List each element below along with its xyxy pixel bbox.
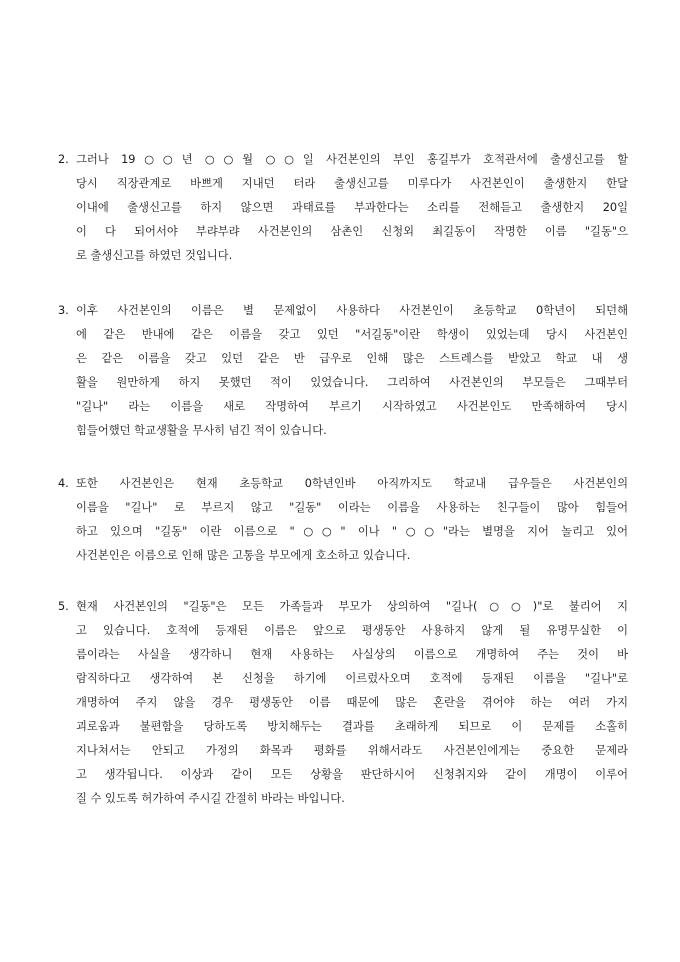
paragraph-line: 활을 원만하게 하지 못했던 적이 있었습니다. 그리하여 사건본인의 부모들은 그때부터 — [76, 376, 628, 389]
paragraph-number: 3. — [58, 304, 69, 317]
paragraph-line: 지나쳐서는 안되고 가정의 화목과 평화를 위해서라도 사건본인에게는 중요한 문제라 — [76, 744, 628, 757]
paragraph-line: 사건본인은 이름으로 인해 많은 고통을 부모에게 호소하고 있습니다. — [76, 549, 411, 562]
paragraph-line: 은 같은 이름을 갖고 있던 같은 반 급우로 인해 많은 스트레스를 받았고 학교 내 생 — [76, 352, 628, 365]
paragraph-line: 고 생각됩니다. 이상과 같이 모든 상황을 판단하시어 신청취지와 같이 개명이 이루어 — [76, 768, 628, 781]
paragraph-line: 하고 있으며 "길동" 이란 이름으로 "○○" 이나 "○○"라는 별명을 지어 놀리고 있어 — [76, 525, 628, 538]
paragraph-5 — [58, 595, 628, 811]
paragraph-line: 름이라는 사실을 생각하니 현재 사용하는 사실상의 이름으로 개명하여 주는 것이 바 — [76, 648, 628, 661]
paragraph-line: 3. 이후 사건본인의 이름은 별 문제없이 사용하다 사건본인이 초등학교 0학년이 되던해 — [58, 299, 628, 323]
paragraph-line: 람직하다고 생각하여 본 신청을 하기에 이르렀사오며 호적에 등재된 이름을 "길나"로 — [76, 672, 628, 685]
paragraph-line: 2. 그러나 19○○년 ○○월 ○○일 사건본인의 부인 홍길부가 호적관서에 출생신고를 할 — [58, 148, 628, 172]
paragraph-number: 4. — [58, 477, 69, 490]
paragraph-line: 로 출생신고를 하였던 것입니다. — [76, 249, 233, 262]
paragraph-line: 개명하여 주지 않을 경우 평생동안 이름 때문에 많은 혼란을 겪어야 하는 여러 가지 — [76, 696, 628, 709]
paragraph-line: 질 수 있도록 허가하여 주시길 간절히 바라는 바입니다. — [76, 792, 345, 805]
paragraph-3 — [58, 299, 628, 443]
paragraph-2 — [58, 148, 628, 268]
paragraph-line: "길나" 라는 이름을 새로 작명하여 부르기 시작하였고 사건본인도 만족해하여 당시 — [76, 400, 628, 413]
paragraph-line: 이내에 출생신고를 하지 않으면 과태료를 부과한다는 소리를 전해듣고 출생한지 20일 — [76, 201, 628, 214]
paragraph-line: 4. 또한 사건본인은 현재 초등학교 0학년인바 아직까지도 학교내 급우들은 사건본인의 — [58, 472, 628, 496]
paragraph-line: 고 있습니다. 호적에 등재된 이름은 앞으로 평생동안 사용하지 않게 될 유명무실한 이 — [76, 624, 628, 637]
paragraph-line: 괴로움과 불편함을 당하도록 방치해두는 결과를 초래하게 되므로 이 문제를 소홀히 — [76, 720, 628, 733]
paragraph-number: 5. — [58, 600, 69, 613]
paragraph-line: 힘들어했던 학교생활을 무사히 넘긴 적이 있습니다. — [76, 424, 327, 437]
paragraph-4 — [58, 472, 628, 568]
paragraph-line: 5. 현재 사건본인의 "길동"은 모든 가족들과 부모가 상의하여 "길나(○○)"로 불리어 지 — [58, 595, 628, 619]
paragraph-line: 이름을 "길나" 로 부르지 않고 "길동" 이라는 이름을 사용하는 친구들이 많아 힘들어 — [76, 501, 628, 514]
paragraph-line: 당시 직장관계로 바쁘게 지내던 터라 출생신고를 미루다가 사건본인이 출생한지 한달 — [76, 177, 628, 190]
paragraph-line: 에 같은 반내에 같은 이름을 갖고 있던 "서길동"이란 학생이 있었는데 당시 사건본인 — [76, 328, 628, 341]
paragraph-line: 이 다 되어서야 부랴부랴 사건본인의 삼촌인 신청외 최길동이 작명한 이름 "길동"으 — [76, 225, 628, 238]
paragraph-number: 2. — [58, 153, 69, 166]
